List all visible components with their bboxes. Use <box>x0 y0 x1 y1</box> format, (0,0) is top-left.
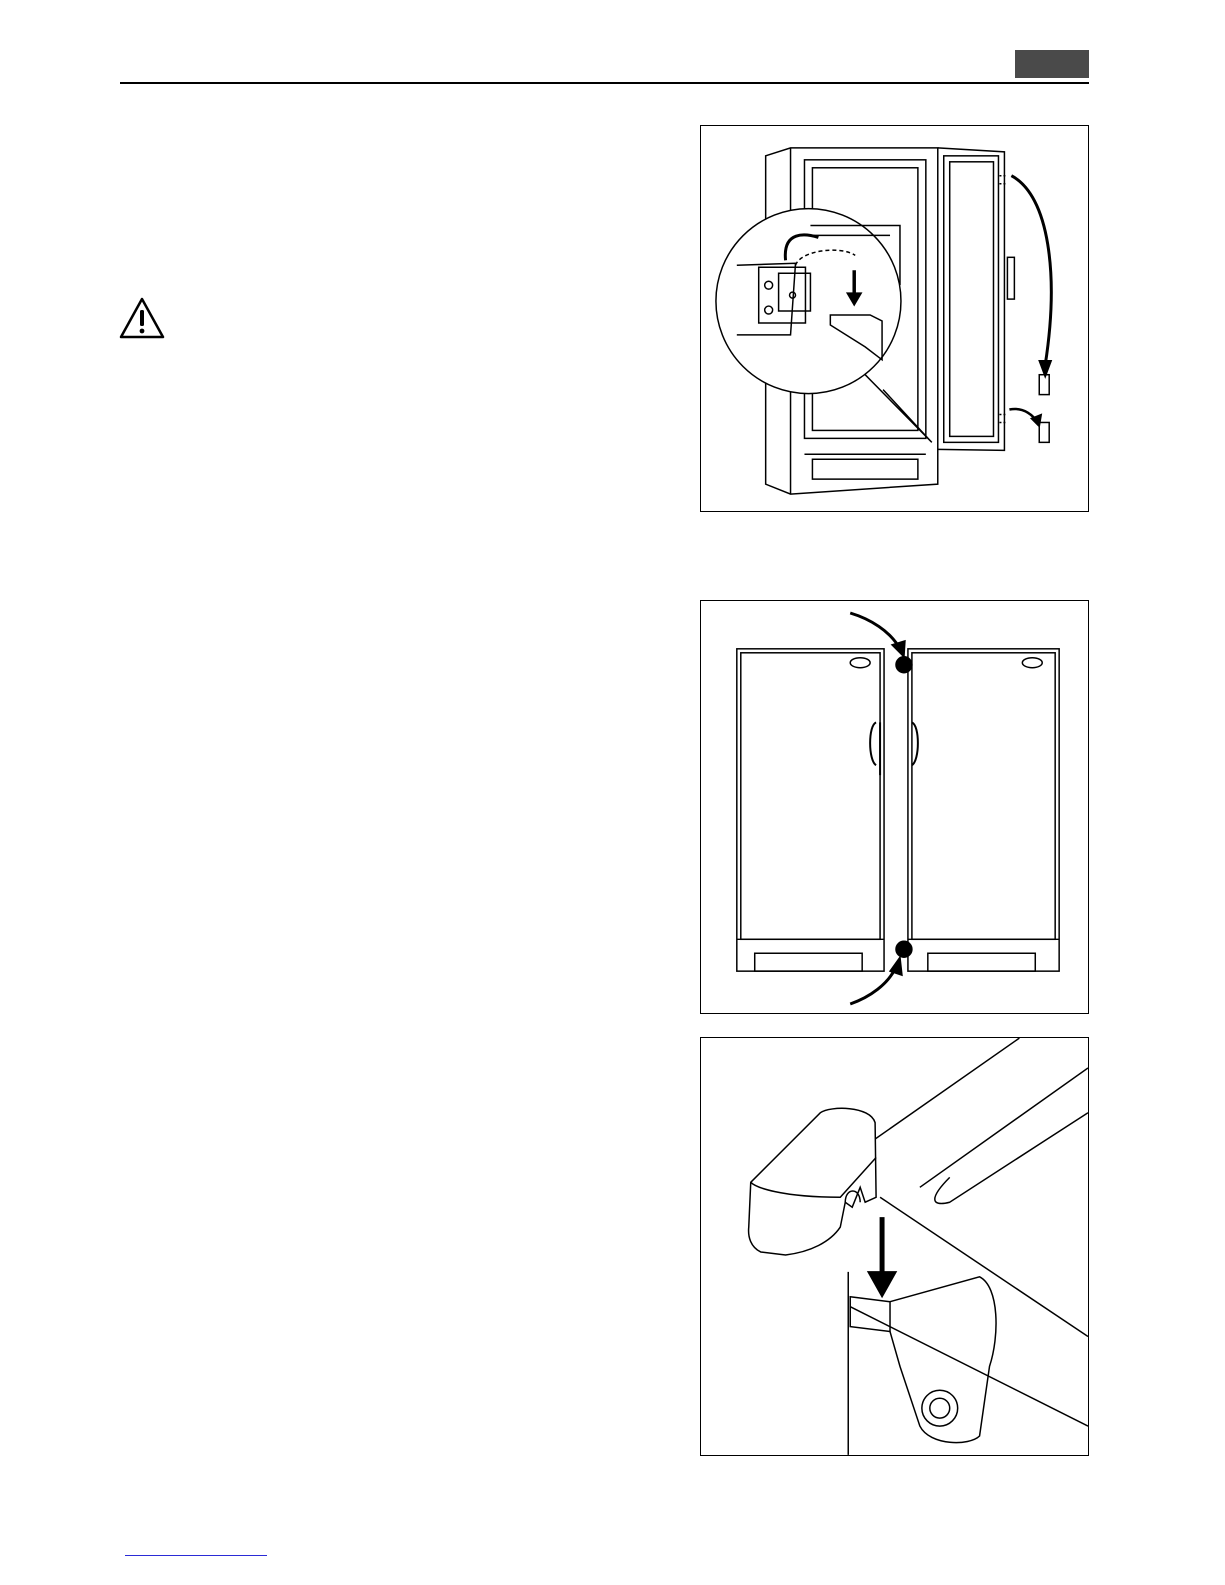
door-hinge-removal-illustration <box>700 125 1089 512</box>
hinge-cover-installation-illustration <box>700 1037 1089 1456</box>
section-tab <box>1015 50 1089 78</box>
warning-triangle-icon <box>118 296 166 340</box>
freezer-fridge-side-by-side-illustration <box>700 600 1089 1014</box>
header-rule <box>120 82 1089 84</box>
footer-link-underline[interactable] <box>125 1555 267 1556</box>
